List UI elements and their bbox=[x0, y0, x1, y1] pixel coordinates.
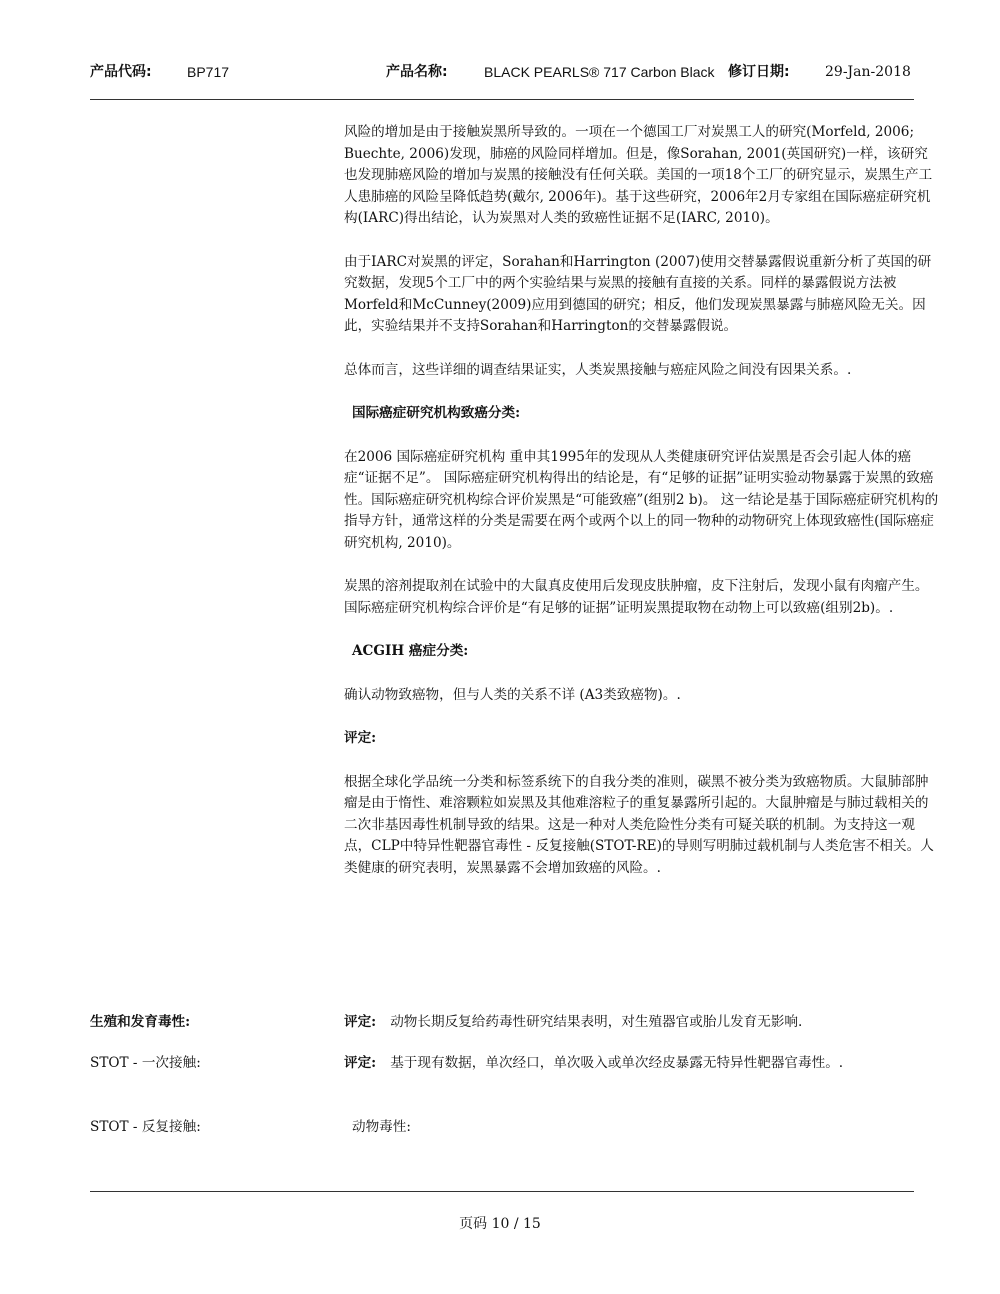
paragraph: 炭黑的溶剂提取剂在试验中的大鼠真皮使用后发现皮肤肿瘤，皮下注射后，发现小鼠有肉瘤产生。 国际癌症研究机构综合评价是“有足够的证据”证明炭黑提取物在动物上可以致癌(组别2b)。. bbox=[344, 578, 929, 616]
acgih-heading: ACGIH 癌症分类: bbox=[352, 643, 469, 659]
iarc-heading: 国际癌症研究机构致癌分类: bbox=[352, 405, 521, 421]
animal-toxicity-heading: 动物毒性: bbox=[352, 1119, 411, 1135]
paragraph: 总体而言，这些详细的调查结果证实，人类炭黑接触与癌症风险之间没有因果关系。. bbox=[344, 361, 852, 378]
reproductive-toxicity-label: 生殖和发育毒性: bbox=[90, 1014, 191, 1030]
revision-date-label: 修订日期: bbox=[728, 64, 790, 80]
paragraph: 风险的增加是由于接触炭黑所导致的。一项在一个德国工厂对炭黑工人的研究(Morfeld, 2006; Buechte, 2006)发现，肺癌的风险同样增加。但是，像Sorahan, 2001(英国研究)一样，该研究也发现肺癌风险的增加与炭黑的接触没有任何关联。美国的一项18个工厂的研究显示，炭黑生产工人患肺癌的风险呈降低趋势(戴尔, 2006年)。基于这些研究，2006年2月专家组在国际癌症研究机构(IARC)得出结论，认为炭黑对人类的致癌性证据不足(IARC, 2010)。 bbox=[344, 124, 933, 226]
reproductive-toxicity-text: 动物长期反复给药毒性研究结果表明，对生殖器官或胎儿发育无影响. bbox=[390, 1014, 803, 1030]
paragraph: 由于IARC对炭黑的评定，Sorahan和Harrington (2007)使用交替暴露假说重新分析了英国的研究数据，发现5个工厂中的两个实验结果与炭黑的接触有直接的关系。同样的暴露假说方法被Morfeld和McCunney(2009)应用到德国的研究；相反，他们发现炭黑暴露与肺癌风险无关。因此，实验结果并不支持Sorahan和Harrington的交替暴露假说。 bbox=[344, 253, 932, 334]
page-number: 页码 10 / 15 bbox=[459, 1216, 541, 1232]
paragraph: 在2006 国际癌症研究机构 重申其1995年的发现从人类健康研究评估炭黑是否会引起人体的癌症“证据不足”。 国际癌症研究机构得出的结论是，有“足够的证据”证明实验动物暴露于炭黑的致癌性。国际癌症研究机构综合评价炭黑是“可能致癌”(组别2 b)。 这一结论是基于国际癌症研究机构的指导方针，通常这样的分类是需要在两个或两个以上的同一物种的动物研究上体现致癌性(国际癌症研究机构, 2010)。 bbox=[344, 448, 939, 551]
evaluation-label: 评定: bbox=[344, 1055, 377, 1071]
product-code-value: BP717 bbox=[187, 64, 230, 80]
evaluation-heading: 评定: bbox=[344, 730, 377, 746]
header-divider bbox=[90, 99, 914, 100]
stot-single-value bbox=[344, 1053, 940, 1075]
stot-repeat-label: STOT - 反复接触: bbox=[90, 1119, 201, 1135]
carcinogenicity-section bbox=[344, 122, 940, 901]
reproductive-toxicity-value bbox=[344, 1012, 940, 1034]
paragraph: 根据全球化学品统一分类和标签系统下的自我分类的准则，碳黑不被分类为致癌物质。大鼠肺部肿瘤是由于惰性、难溶颗粒如炭黑及其他难溶粒子的重复暴露所引起的。大鼠肿瘤是与肺过载相关的二次非基因毒性机制导致的结果。这是一种对人类危险性分类有可疑关联的机制。为支持这一观点，CLP中特异性靶器官毒性 - 反复接触(STOT-RE)的导则写明肺过载机制与人类危害不相关。人类健康的研究表明，炭黑暴露不会增加致癌的风险。. bbox=[344, 773, 934, 876]
stot-repeat-value bbox=[352, 1117, 948, 1139]
product-code-label: 产品代码: bbox=[90, 64, 152, 80]
evaluation-label: 评定: bbox=[344, 1014, 377, 1030]
stot-single-text: 基于现有数据，单次经口，单次吸入或单次经皮暴露无特异性靶器官毒性。. bbox=[390, 1055, 844, 1071]
product-name-value: BLACK PEARLS® 717 Carbon Black bbox=[484, 64, 715, 80]
paragraph: 确认动物致癌物，但与人类的关系不详 (A3类致癌物)。. bbox=[344, 686, 681, 703]
revision-date-value: 29-Jan-2018 bbox=[825, 64, 911, 80]
product-name-label: 产品名称: bbox=[386, 64, 448, 80]
stot-single-label: STOT - 一次接触: bbox=[90, 1055, 201, 1071]
page-header bbox=[90, 61, 914, 83]
footer-divider bbox=[90, 1191, 914, 1192]
